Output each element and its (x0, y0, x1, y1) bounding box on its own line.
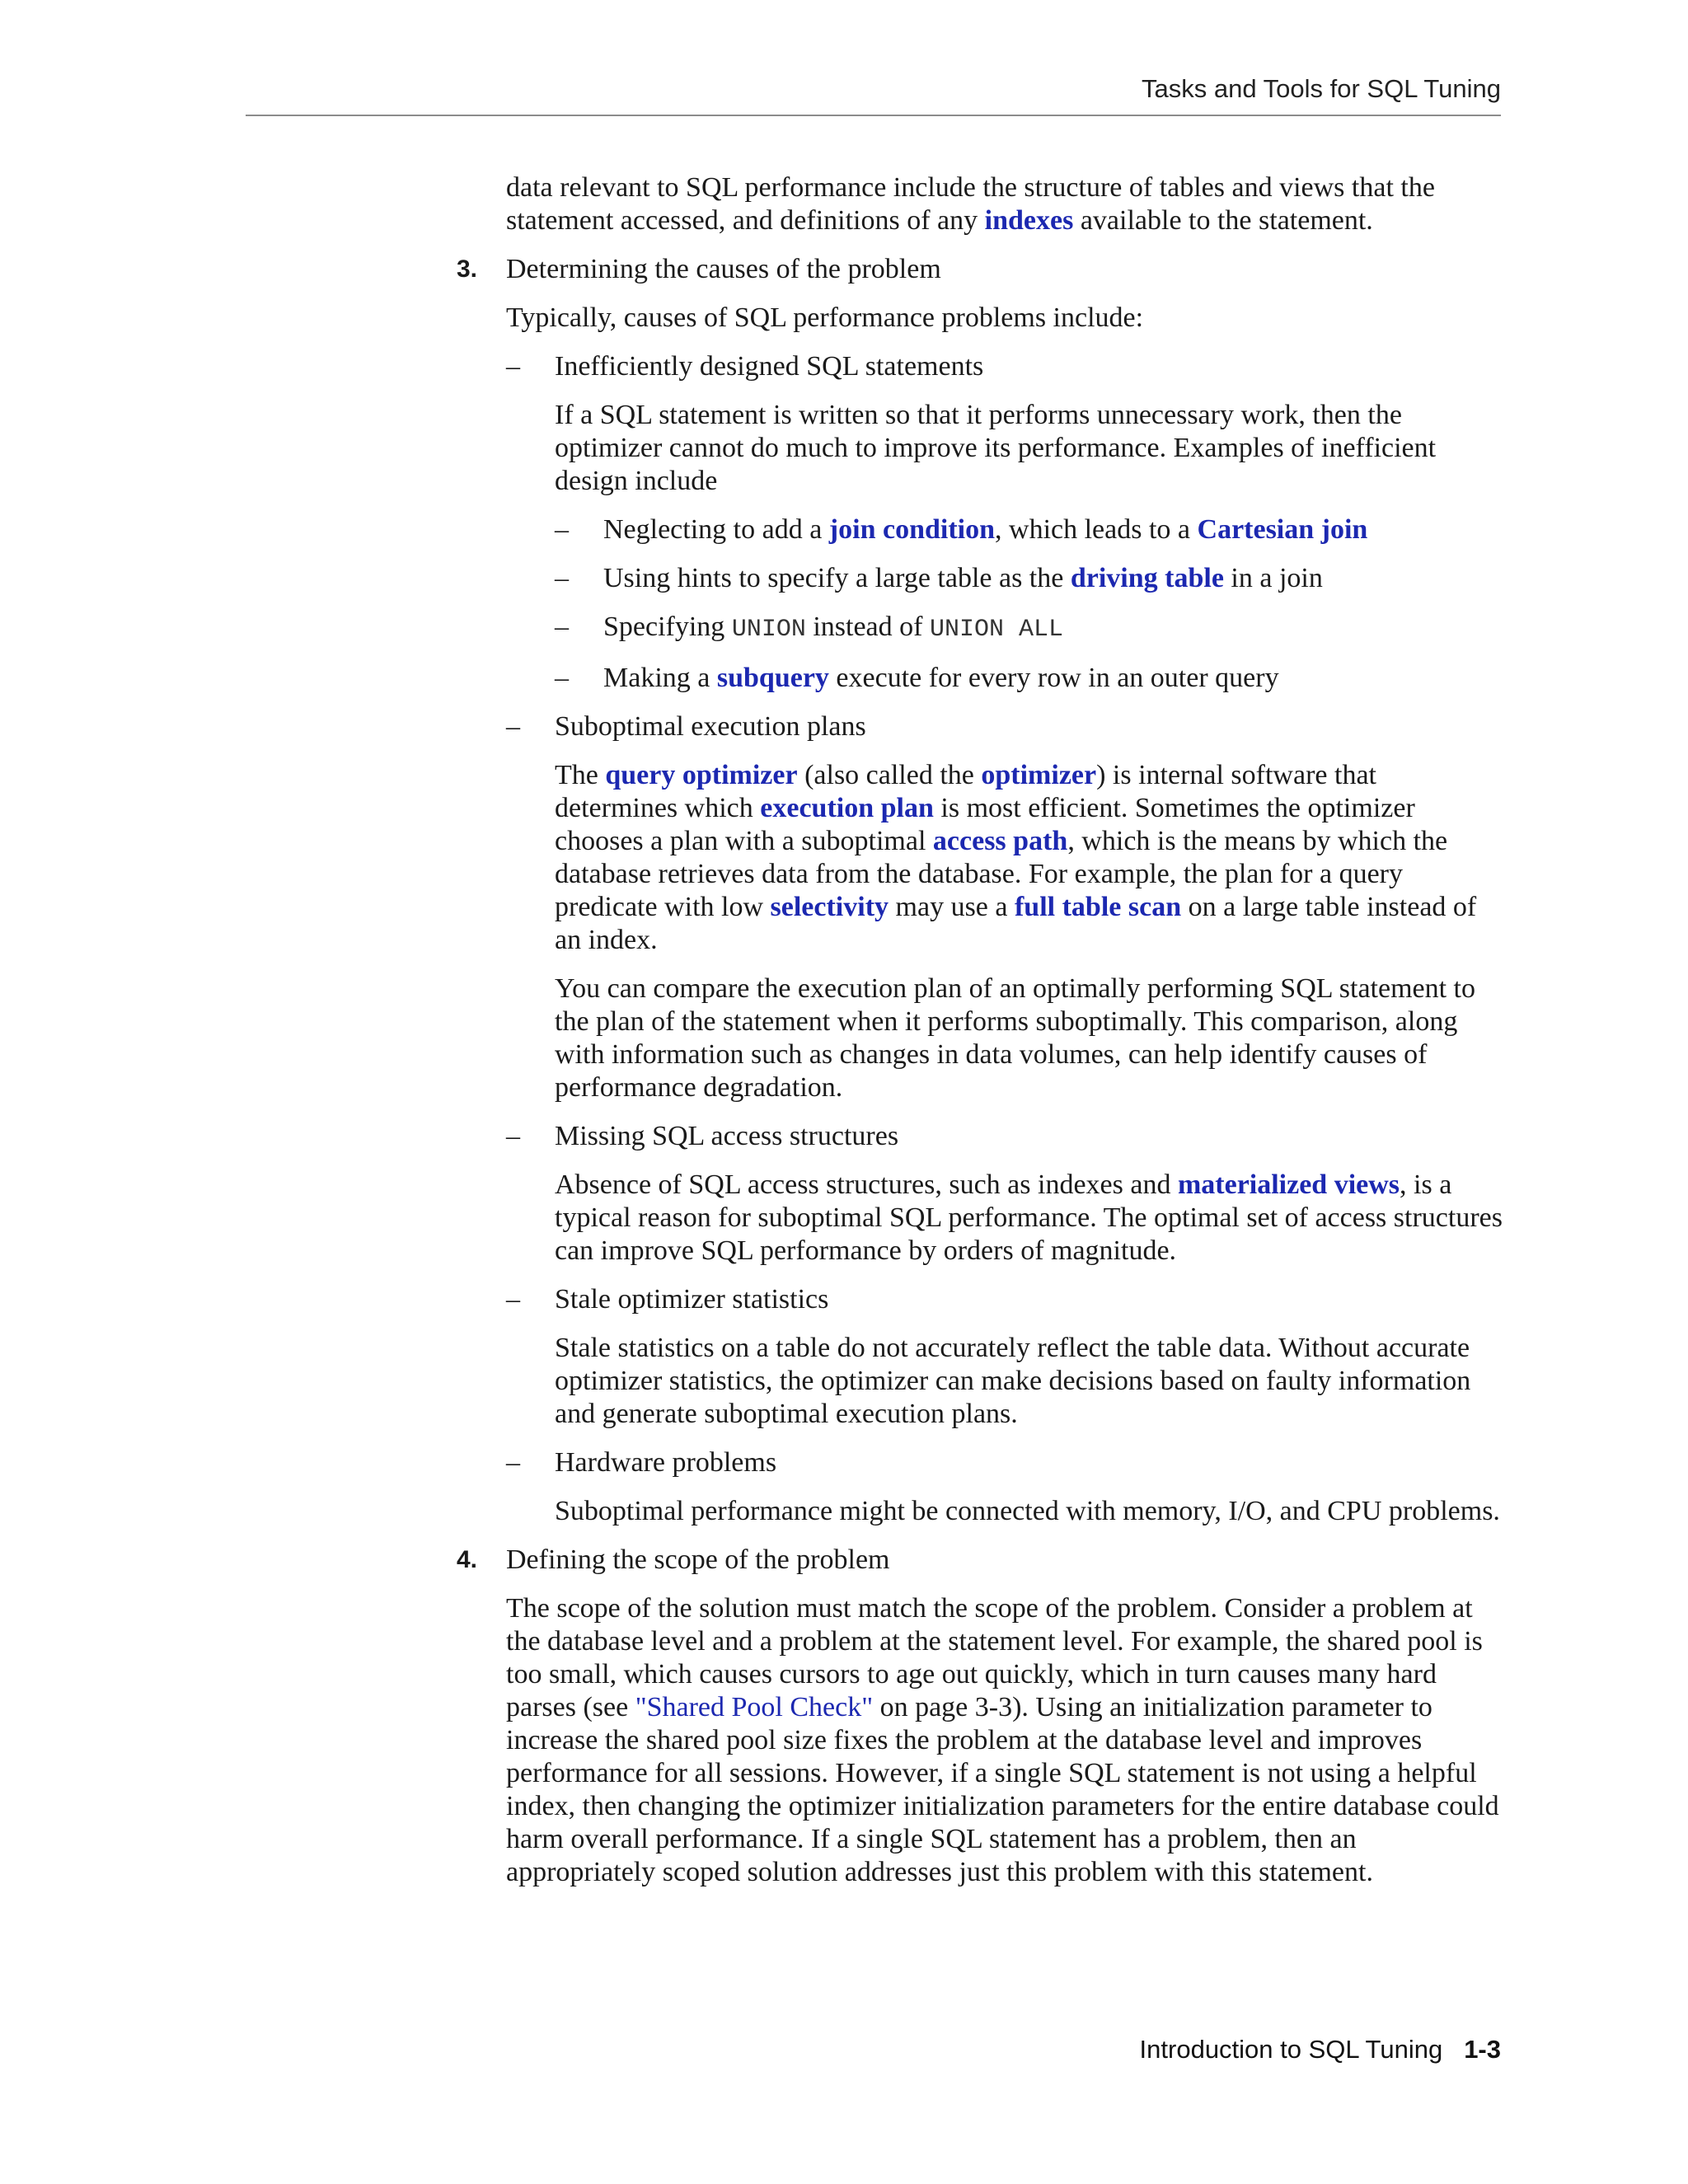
glossary-link-driving-table[interactable]: driving table (1070, 563, 1224, 593)
text: Specifying (603, 612, 732, 642)
dash-bullet: – (506, 1447, 520, 1478)
text: Absence of SQL access structures, such as indexes and (555, 1169, 1178, 1200)
step-4-number: 4. (457, 1546, 478, 1573)
xref-link-shared-pool-check[interactable]: "Shared Pool Check" (635, 1692, 874, 1722)
cause-title: Stale optimizer statistics (555, 1284, 829, 1315)
example-union (555, 611, 1503, 646)
footer-title: Introduction to SQL Tuning (1139, 2035, 1443, 2064)
text: Neglecting to add a (603, 514, 829, 545)
cause-title: Suboptimal execution plans (555, 711, 866, 742)
text: is most efficient. Sometimes the optimizer chooses a plan with a suboptimal (555, 793, 1415, 856)
cause-title: Hardware problems (555, 1447, 777, 1478)
glossary-link-execution-plan[interactable]: execution plan (760, 793, 934, 823)
running-header: Tasks and Tools for SQL Tuning (1142, 74, 1501, 103)
glossary-link-join-condition[interactable]: join condition (828, 514, 996, 545)
cause-inefficient-heading (506, 350, 1503, 383)
glossary-link-selectivity[interactable]: selectivity (770, 892, 889, 922)
glossary-link-cartesian-join[interactable]: Cartesian join (1197, 514, 1368, 545)
cause-inefficient-body: If a SQL statement is written so that it performs unnecessary work, then the optimizer cannot do much to improve its performance. Examples of inefficient design include (555, 400, 1437, 496)
cause-suboptimal-body-1 (555, 759, 1503, 957)
step-3-title: Determining the causes of the problem (506, 254, 941, 284)
text: on page 3-3). Using an initialization parameter to increase the shared pool size fixes the problem at the database level and improves performance for all sessions. However, if a single SQL statement is not using a helpful index, then changing the optimizer initialization parameters for the entire database could harm overall performance. If a single SQL statement has a problem, then an appropriately scoped solution addresses just this problem with this statement. (506, 1692, 1499, 1887)
text: execute for every row in an outer query (828, 663, 1279, 693)
dash-bullet: – (555, 612, 569, 642)
text: instead of (805, 612, 930, 642)
text: , which is the means by which the database retrieves data from the database. For example, the plan for a query predicate with low (555, 826, 1448, 922)
glossary-link-full-table-scan[interactable]: full table scan (1014, 892, 1182, 922)
dash-bullet: – (506, 711, 520, 742)
dash-bullet: – (506, 351, 520, 382)
cause-title: Missing SQL access structures (555, 1121, 899, 1151)
text: Making a (603, 663, 717, 693)
header-rule (246, 115, 1501, 116)
step-3-number: 3. (457, 255, 478, 283)
code-union: UNION (731, 616, 806, 644)
text: (also called the (797, 760, 982, 790)
cause-suboptimal-body-2: You can compare the execution plan of an optimally performing SQL statement to the plan of the statement when it performs suboptimally. This comparison, along with information such as changes in data volumes, can help identify causes of performance degradation. (555, 973, 1476, 1103)
cause-hardware-body: Suboptimal performance might be connected with memory, I/O, and CPU problems. (555, 1496, 1500, 1526)
glossary-link-query-optimizer[interactable]: query optimizer (605, 760, 798, 790)
cause-title: Inefficiently designed SQL statements (555, 351, 984, 382)
step-4-title: Defining the scope of the problem (506, 1544, 890, 1575)
text: data relevant to SQL performance include the structure of tables and views that the statement accessed, and definitions of any (506, 172, 1435, 236)
text: The (555, 760, 606, 790)
dash-bullet: – (555, 563, 569, 593)
glossary-link-materialized-views[interactable]: materialized views (1177, 1169, 1400, 1200)
dash-bullet: – (555, 514, 569, 545)
glossary-link-subquery[interactable]: subquery (716, 663, 829, 693)
page-footer (1140, 2035, 1501, 2064)
text: Using hints to specify a large table as the (603, 563, 1071, 593)
step-4-heading (457, 1544, 1503, 1577)
intro-paragraph (506, 171, 1503, 237)
dash-bullet: – (555, 663, 569, 693)
cause-missing-body (555, 1169, 1503, 1268)
step-3-heading (457, 253, 1503, 286)
cause-stale-body: Stale statistics on a table do not accurately reflect the table data. Without accurate optimizer statistics, the optimizer can make decisions based on faulty information and generate suboptimal execution plans. (555, 1333, 1471, 1429)
glossary-link-optimizer[interactable]: optimizer (981, 760, 1097, 790)
page-number: 1-3 (1464, 2035, 1501, 2064)
cause-stale-heading (506, 1283, 1503, 1316)
cause-missing-heading (506, 1120, 1503, 1153)
example-join-condition (555, 513, 1503, 546)
step-3-lead: Typically, causes of SQL performance problems include: (506, 302, 1144, 333)
code-union-all: UNION ALL (929, 616, 1063, 644)
step-4-body (506, 1592, 1503, 1889)
dash-bullet: – (506, 1284, 520, 1315)
text: , is a typical reason for suboptimal SQL performance. The optimal set of access structures can improve SQL performance by orders of magnitude. (555, 1169, 1503, 1266)
dash-bullet: – (506, 1121, 520, 1151)
text: on a large table instead of an index. (555, 892, 1477, 955)
text: The scope of the solution must match the scope of the problem. Consider a problem at the database level and a problem at the statement level. For example, the shared pool is too small, which causes cursors to age out quickly, which in turn causes many hard parses (see (506, 1593, 1483, 1722)
glossary-link-indexes[interactable]: indexes (984, 205, 1074, 236)
example-subquery (555, 662, 1503, 695)
text: may use a (889, 892, 1015, 922)
glossary-link-access-path[interactable]: access path (932, 826, 1068, 856)
cause-suboptimal-heading (506, 710, 1503, 743)
text: , which leads to a (995, 514, 1198, 545)
page-body (0, 171, 1688, 1889)
text: available to the statement. (1073, 205, 1373, 236)
text: in a join (1223, 563, 1323, 593)
cause-hardware-heading (506, 1446, 1503, 1479)
example-driving-table (555, 562, 1503, 595)
text: ) is internal software that determines which (555, 760, 1376, 823)
